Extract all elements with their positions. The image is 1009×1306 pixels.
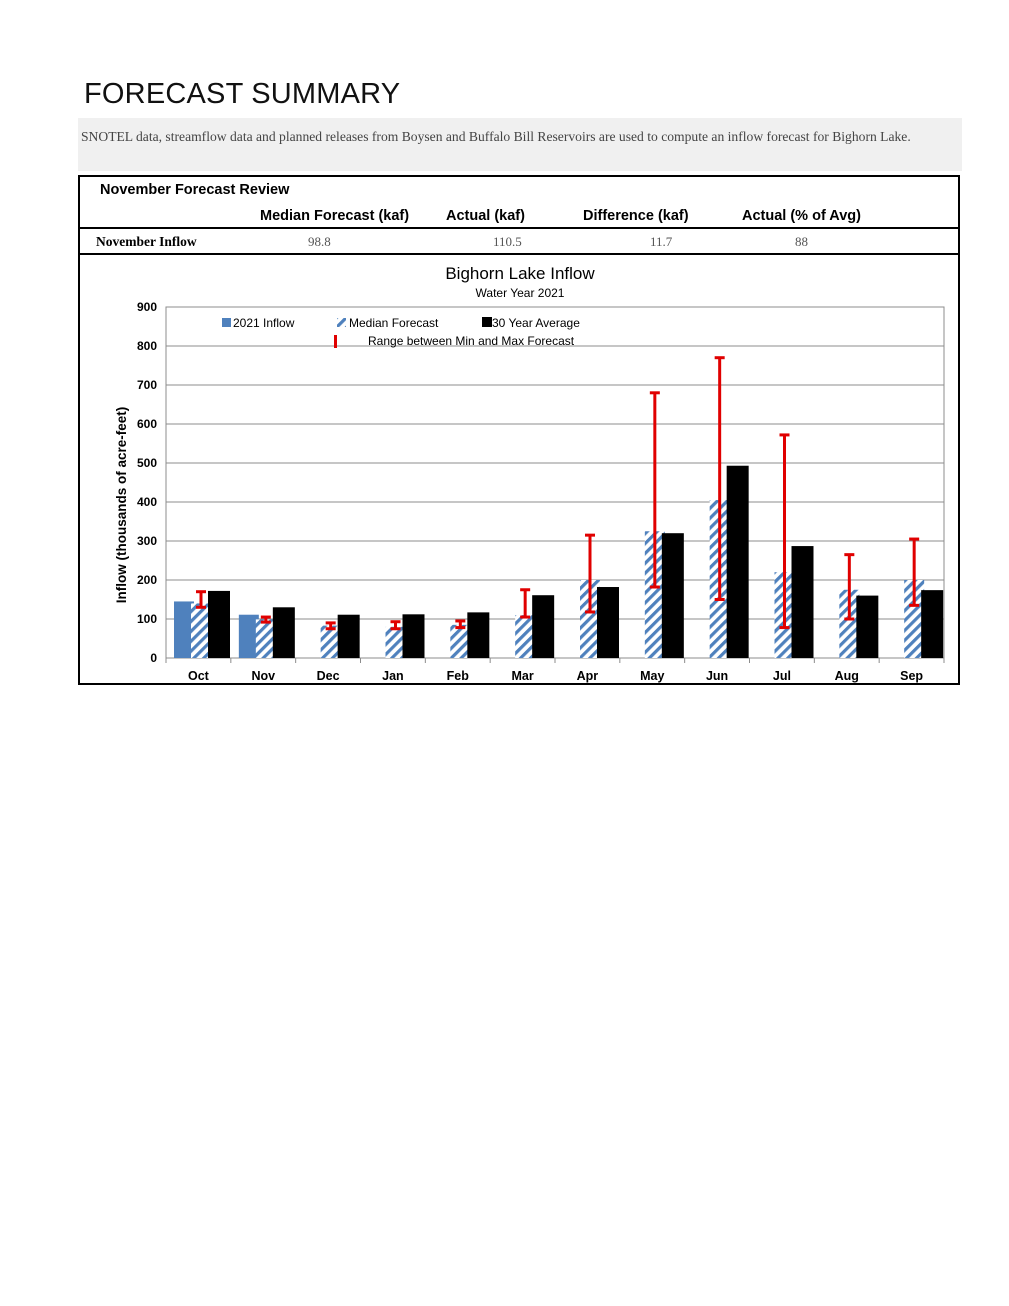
y-axis-label: Inflow (thousands of acre-feet) <box>114 406 129 604</box>
bar-2021-inflow <box>239 615 259 658</box>
y-tick-label: 500 <box>136 456 157 470</box>
x-tick-label: Feb <box>446 669 469 683</box>
bar-30-year-average <box>662 533 684 658</box>
bar-30-year-average <box>273 607 295 658</box>
x-tick-label: Dec <box>316 669 340 683</box>
cell-median-forecast: 98.8 <box>308 234 331 249</box>
chart-legend <box>222 316 580 348</box>
legend-swatch-30-year-average <box>482 317 492 327</box>
review-title: November Forecast Review <box>100 182 290 198</box>
y-tick-label: 600 <box>136 417 157 431</box>
y-tick-label: 800 <box>136 339 157 353</box>
cell-actual: 110.5 <box>493 234 522 249</box>
x-tick-label: Jul <box>772 669 791 683</box>
legend-label-30-year-average: 30 Year Average <box>492 316 580 330</box>
bar-30-year-average <box>403 614 425 658</box>
legend-label-median-forecast: Median Forecast <box>349 316 439 330</box>
header-actual: Actual (kaf) <box>446 208 525 224</box>
y-tick-label: 900 <box>136 300 157 314</box>
bar-30-year-average <box>532 595 554 658</box>
chart-title: Bighorn Lake Inflow <box>445 264 595 283</box>
x-tick-label: Aug <box>834 669 859 683</box>
review-header <box>80 177 958 229</box>
x-tick-label: Mar <box>511 669 534 683</box>
legend-swatch-range <box>334 335 337 348</box>
bar-median-forecast <box>515 615 535 658</box>
inflow-chart <box>80 255 958 685</box>
y-tick-label: 700 <box>136 378 157 392</box>
x-tick-label: Apr <box>576 669 599 683</box>
bar-median-forecast <box>256 619 276 658</box>
header-median-forecast: Median Forecast (kaf) <box>260 208 410 224</box>
header-difference: Difference (kaf) <box>583 208 689 224</box>
y-tick-label: 100 <box>136 612 157 626</box>
y-tick-label: 0 <box>150 651 157 665</box>
y-tick-label: 400 <box>136 495 157 509</box>
cell-difference: 11.7 <box>650 234 673 249</box>
legend-label-range: Range between Min and Max Forecast <box>368 334 575 348</box>
x-tick-label: Oct <box>187 669 209 683</box>
header-actual-pct-avg: Actual (% of Avg) <box>742 208 861 224</box>
legend-label-2021-inflow: 2021 Inflow <box>233 316 295 330</box>
forecast-review-panel <box>78 175 960 685</box>
x-tick-label: Jun <box>705 669 729 683</box>
bar-30-year-average <box>921 590 943 658</box>
bar-30-year-average <box>208 591 230 658</box>
chart-subtitle: Water Year 2021 <box>475 286 565 300</box>
bar-30-year-average <box>727 466 749 658</box>
cell-actual-pct-avg: 88 <box>795 234 808 249</box>
page-title: FORECAST SUMMARY <box>84 78 401 110</box>
bar-30-year-average <box>338 615 360 658</box>
description-text: SNOTEL data, streamflow data and planned releases from Boysen and Buffalo Bill Reservoirs are used to compute an inflow forecast for Bighorn Lake. <box>81 129 911 144</box>
bar-30-year-average <box>856 596 878 658</box>
legend-swatch-median-forecast <box>337 318 346 327</box>
x-tick-label: Sep <box>900 669 924 683</box>
description-box <box>78 118 962 171</box>
row-label: November Inflow <box>96 234 197 249</box>
bar-30-year-average <box>597 587 619 658</box>
legend-swatch-2021-inflow <box>222 318 231 327</box>
x-tick-label: May <box>640 669 665 683</box>
bar-30-year-average <box>792 546 814 658</box>
x-tick-label: Nov <box>251 669 276 683</box>
plot-area <box>137 300 944 683</box>
x-tick-label: Jan <box>382 669 404 683</box>
y-tick-label: 200 <box>136 573 157 587</box>
plot-border <box>166 307 944 658</box>
bar-30-year-average <box>467 612 489 658</box>
y-tick-label: 300 <box>136 534 157 548</box>
review-row <box>80 229 958 255</box>
